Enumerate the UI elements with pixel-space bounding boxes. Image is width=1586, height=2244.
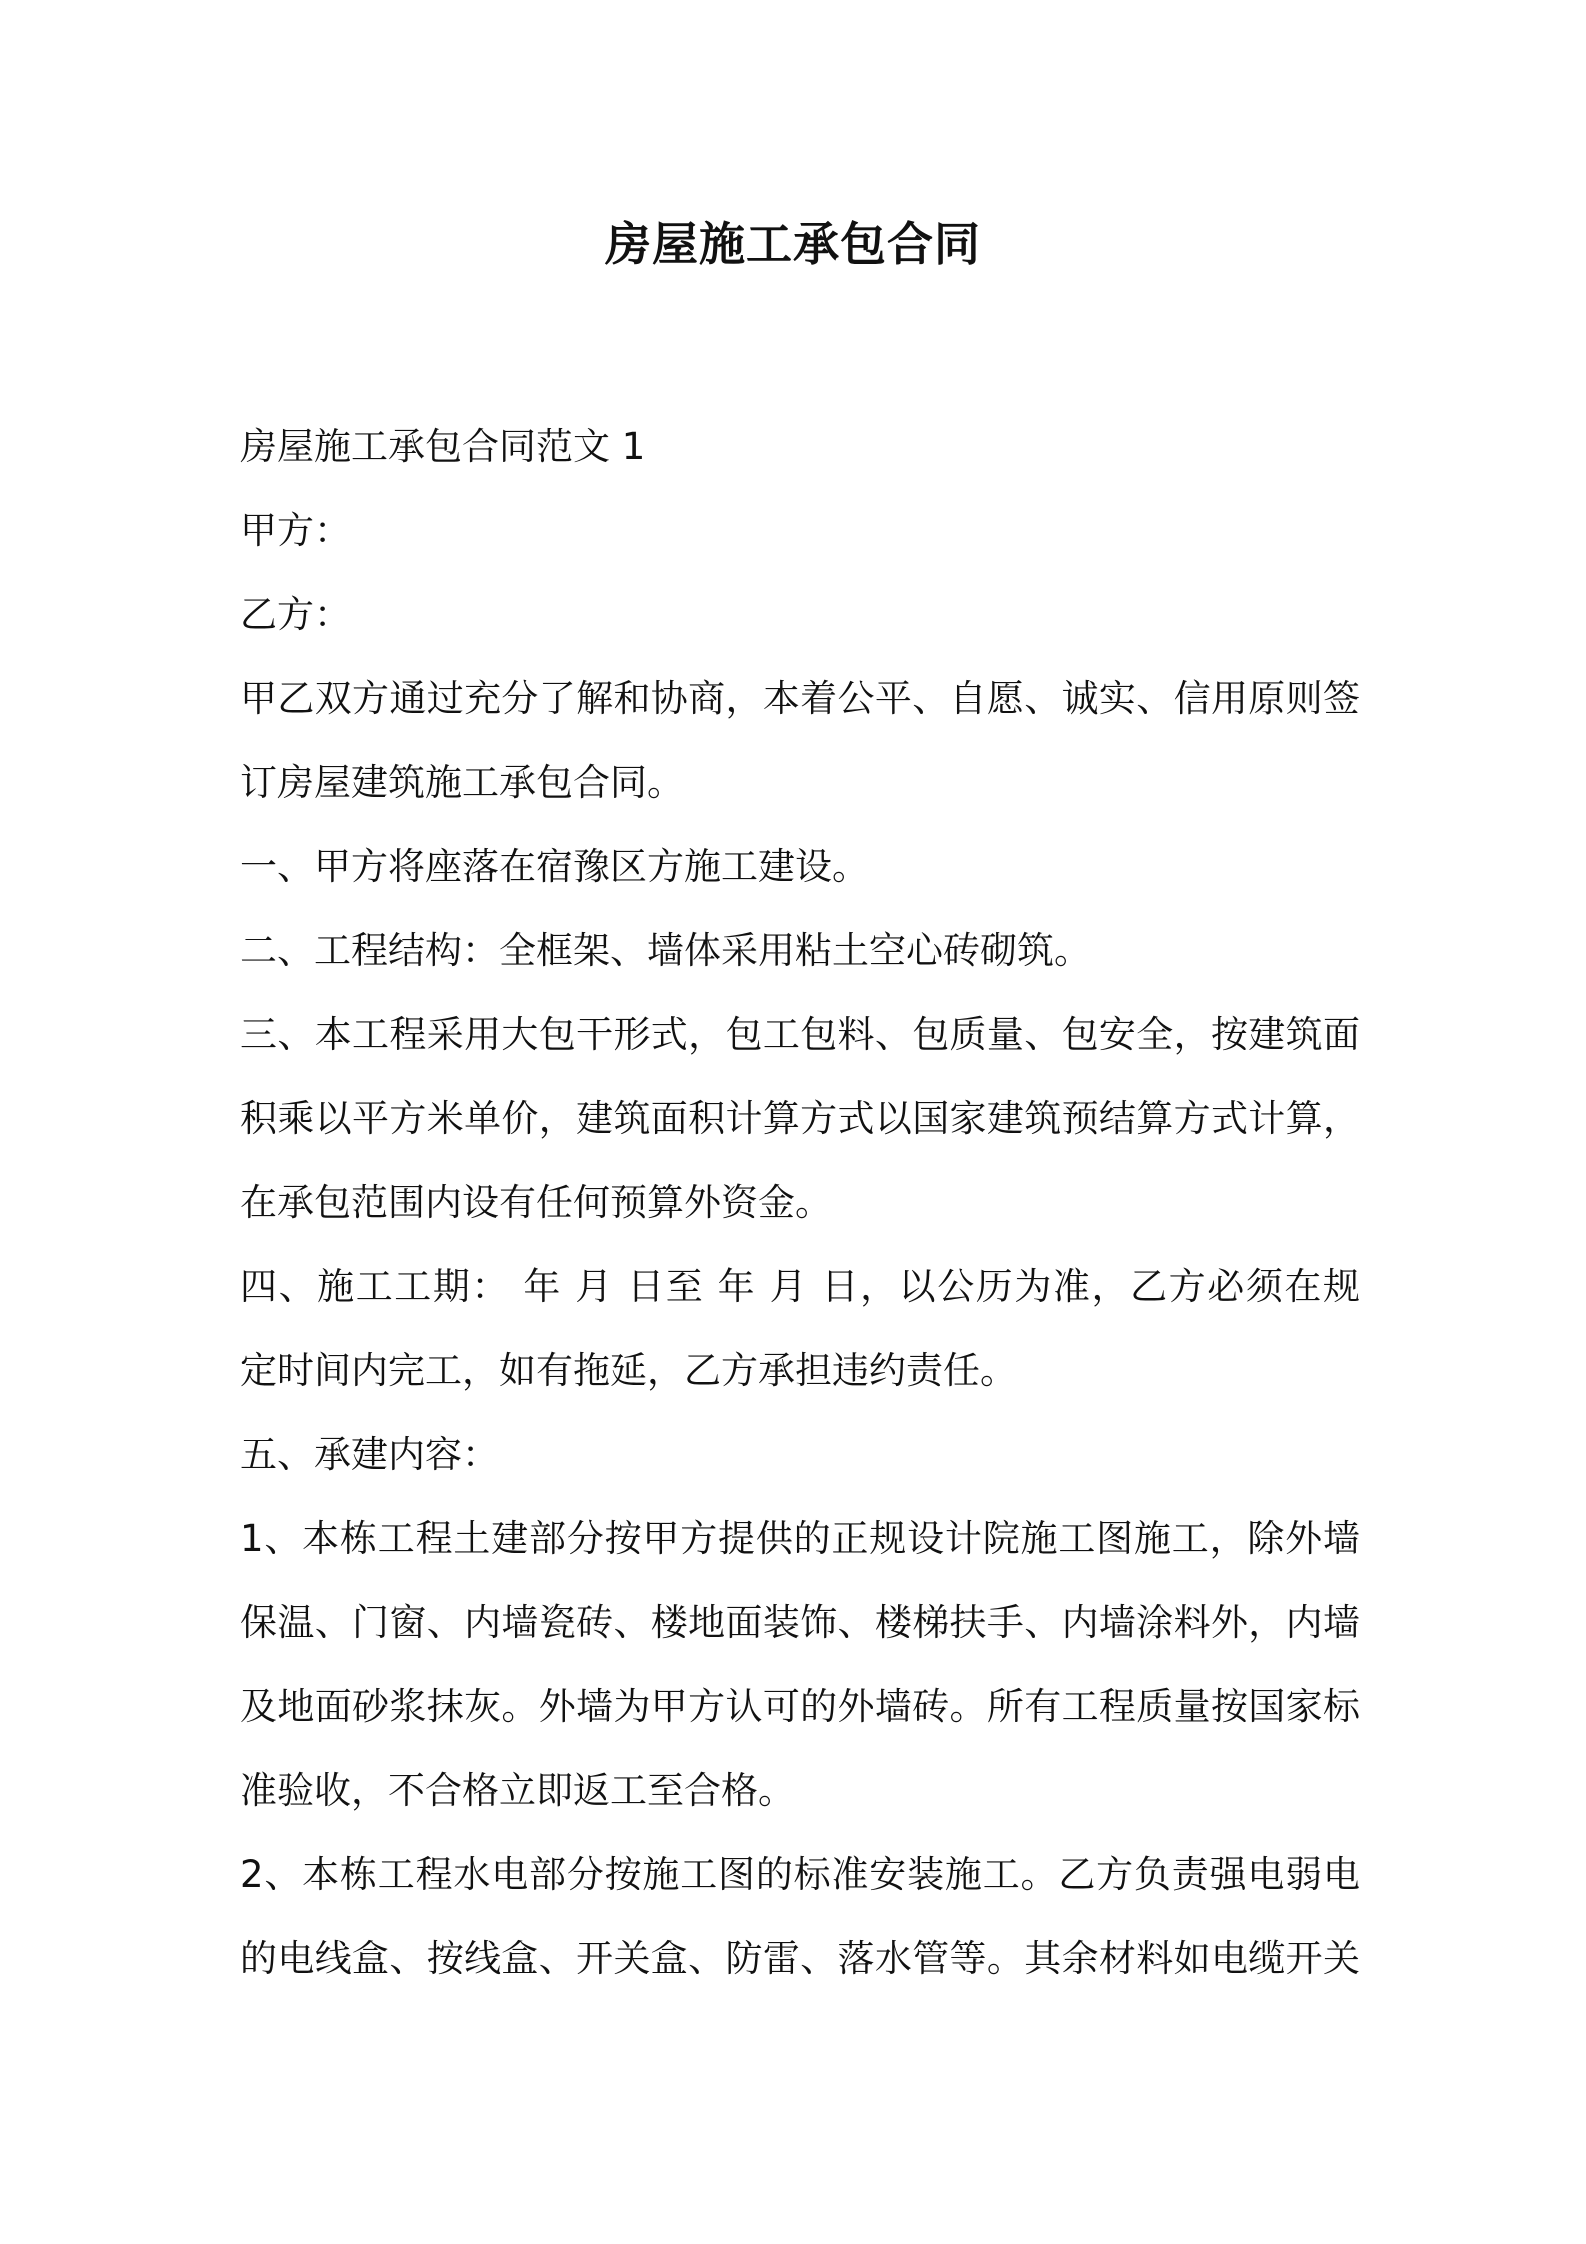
paragraph-line: 订房屋建筑施工承包合同。 xyxy=(240,761,684,804)
paragraph-line: 积乘以平方米单价，建筑面积计算方式以国家建筑预结算方式计算， xyxy=(240,1097,1360,1140)
clause-4-line: 四、施工工期： 年 月 日至 年 月 日，以公历为准，乙方必须在规 xyxy=(240,1265,1360,1308)
clause-3-line: 三、本工程采用大包干形式，包工包料、包质量、包安全，按建筑面 xyxy=(240,1013,1360,1056)
item-1-line: 1、本栋工程土建部分按甲方提供的正规设计院施工图施工，除外墙 xyxy=(240,1517,1360,1560)
paragraph-line: 保温、门窗、内墙瓷砖、楼地面装饰、楼梯扶手、内墙涂料外，内墙 xyxy=(240,1601,1360,1644)
paragraph-line: 的电线盒、按线盒、开关盒、防雷、落水管等。其余材料如电缆开关 xyxy=(240,1937,1360,1980)
clause-1-line: 一、甲方将座落在宿豫区方施工建设。 xyxy=(240,845,869,888)
party-b-line: 乙方： xyxy=(240,593,351,636)
clause-5-line: 五、承建内容： xyxy=(240,1433,499,1476)
paragraph-line: 及地面砂浆抹灰。外墙为甲方认可的外墙砖。所有工程质量按国家标 xyxy=(240,1685,1360,1728)
paragraph-line: 定时间内完工，如有拖延，乙方承担违约责任。 xyxy=(240,1349,1017,1392)
paragraph-line: 准验收，不合格立即返工至合格。 xyxy=(240,1769,795,1812)
paragraph-line: 在承包范围内设有任何预算外资金。 xyxy=(240,1181,832,1224)
item-2-line: 2、本栋工程水电部分按施工图的标准安装施工。乙方负责强电弱电 xyxy=(240,1853,1360,1896)
document-body xyxy=(240,405,1360,2001)
paragraph-line-heading: 房屋施工承包合同范文 1 xyxy=(240,425,646,468)
paragraph-line: 甲乙双方通过充分了解和协商，本着公平、自愿、诚实、信用原则签 xyxy=(240,677,1360,720)
party-a-line: 甲方： xyxy=(240,509,351,552)
clause-2-line: 二、工程结构：全框架、墙体采用粘土空心砖砌筑。 xyxy=(240,929,1091,972)
document-title: 房屋施工承包合同 xyxy=(605,217,981,271)
